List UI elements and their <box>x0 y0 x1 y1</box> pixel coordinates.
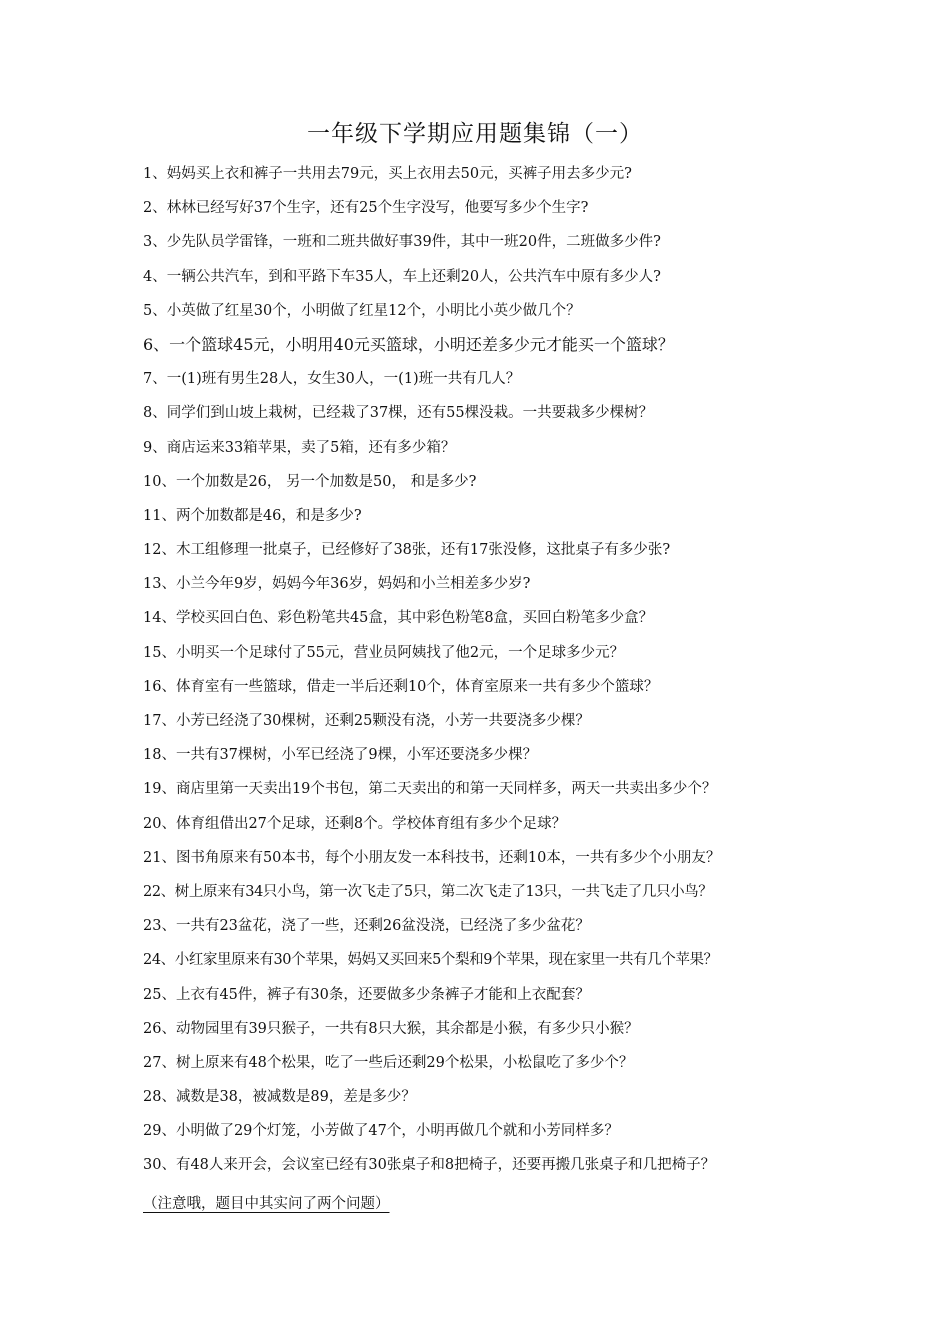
question-11: 11、两个加数都是46，和是多少? <box>143 507 362 524</box>
question-13: 13、小兰今年9岁，妈妈今年36岁，妈妈和小兰相差多少岁? <box>143 576 531 593</box>
question-24: 24、小红家里原来有30个苹果，妈妈又买回来5个梨和9个苹果，现在家里一共有几个苹果？ <box>143 952 718 969</box>
document-title: 一年级下学期应用题集锦（一） <box>307 121 643 147</box>
question-list <box>143 157 843 1183</box>
question-30-note: （注意哦，题目中其实问了两个问题） <box>143 1196 390 1212</box>
question-28: 28、减数是38，被减数是89，差是多少？ <box>143 1089 416 1106</box>
question-7: 7、一(1)班有男生28人，女生30人，一(1)班一共有几人？ <box>143 371 521 388</box>
question-25: 25、上衣有45件，裤子有30条，还要做多少条裤子才能和上衣配套？ <box>143 986 590 1003</box>
question-15: 15、小明买一个足球付了55元，营业员阿姨找了他2元，一个足球多少元？ <box>143 644 625 661</box>
question-3: 3、少先队员学雷锋，一班和二班共做好事39件，其中一班20件，二班做多少件? <box>143 234 661 251</box>
question-10: 10、一个加数是26， 另一个加数是50， 和是多少? <box>143 473 477 490</box>
question-4: 4、一辆公共汽车，到和平路下车35人，车上还剩20人，公共汽车中原有多少人? <box>143 268 661 285</box>
question-14: 14、学校买回白色、彩色粉笔共45盒，其中彩色粉笔8盒，买回白粉笔多少盒？ <box>143 610 654 627</box>
question-5: 5、小英做了红星30个，小明做了红星12个，小明比小英少做几个？ <box>143 302 581 319</box>
question-1: 1、妈妈买上衣和裤子一共用去79元，买上衣用去50元，买裤子用去多少元? <box>143 166 632 182</box>
question-8: 8、同学们到山坡上栽树，已经栽了37棵，还有55棵没栽。一共要栽多少棵树？ <box>143 405 654 422</box>
question-17: 17、小芳已经浇了30棵树，还剩25颗没有浇，小芳一共要浇多少棵？ <box>143 713 590 729</box>
question-27: 27、树上原来有48个松果，吃了一些后还剩29个松果，小松鼠吃了多少个？ <box>143 1054 634 1071</box>
question-18: 18、一共有37棵树，小军已经浇了9棵，小军还要浇多少棵？ <box>143 747 538 764</box>
question-30: 30、有48人来开会，会议室已经有30张桌子和8把椅子，还要再搬几张桌子和几把椅子？ <box>143 1157 716 1174</box>
question-26: 26、动物园里有39只猴子，一共有8只大猴，其余都是小猴，有多少只小猴？ <box>143 1020 639 1037</box>
question-12: 12、木工组修理一批桌子，已经修好了38张，还有17张没修，这批桌子有多少张? <box>143 542 671 559</box>
question-21: 21、图书角原来有50本书，每个小朋友发一本科技书，还剩10本，一共有多少个小朋友？ <box>143 849 721 866</box>
question-6: 6、一个篮球45元，小明用40元买篮球，小明还差多少元才能买一个篮球？ <box>143 334 674 354</box>
question-20: 20、体育组借出27个足球，还剩8个。学校体育组有多少个足球？ <box>143 815 567 832</box>
question-22: 22、树上原来有34只小鸟，第一次飞走了5只，第二次飞走了13只，一共飞走了几只小鸟？ <box>143 883 713 900</box>
question-16: 16、体育室有一些篮球，借走一半后还剩10个，体育室原来一共有多少个篮球？ <box>143 678 659 695</box>
question-23: 23、一共有23盆花，浇了一些，还剩26盆没浇，已经浇了多少盆花？ <box>143 918 590 935</box>
question-2: 2、林林已经写好37个生字，还有25个生字没写，他要写多少个生字? <box>143 200 589 217</box>
question-9: 9、商店运来33箱苹果，卖了5箱，还有多少箱？ <box>143 439 456 456</box>
question-29: 29、小明做了29个灯笼，小芳做了47个，小明再做几个就和小芳同样多？ <box>143 1123 619 1140</box>
question-19: 19、商店里第一天卖出19个书包，第二天卖出的和第一天同样多，两天一共卖出多少个？ <box>143 781 717 798</box>
